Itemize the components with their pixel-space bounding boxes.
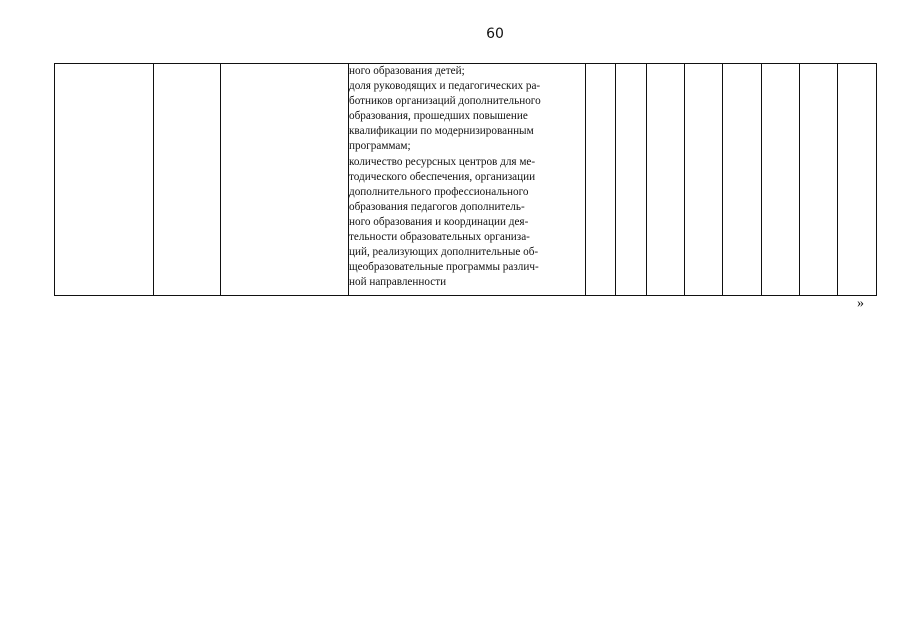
empty-cell (221, 64, 349, 296)
indicator-line: ной направленности (349, 276, 447, 289)
indicator-line: ботников организаций дополнительного (349, 95, 541, 108)
empty-cell (154, 64, 221, 296)
indicator-line: тодического обеспечения, организации (349, 170, 536, 183)
indicator-line: квалификации по модернизированным (349, 125, 534, 138)
indicator-line: тельности образовательных организа- (349, 231, 530, 244)
empty-cell (586, 64, 616, 296)
indicator-line: ций, реализующих дополнительные об- (349, 246, 539, 259)
empty-cell (647, 64, 685, 296)
table-row (55, 64, 877, 296)
empty-cell (723, 64, 762, 296)
indicator-line: образования, прошедших повышение (349, 110, 528, 123)
empty-cell (838, 64, 877, 296)
indicator-line: ного образования детей; (349, 65, 465, 77)
empty-cell (55, 64, 154, 296)
indicator-line: дополнительного профессионального (349, 185, 529, 198)
empty-cell (616, 64, 647, 296)
indicator-line: образования педагогов дополнитель- (349, 200, 525, 213)
indicator-line: количество ресурсных центров для ме- (349, 155, 536, 168)
indicator-line: ного образования и координации дея- (349, 215, 529, 228)
indicator-line: программам; (349, 140, 411, 153)
indicators-table (54, 63, 877, 296)
indicator-line: доля руководящих и педагогических ра- (349, 80, 541, 93)
closing-quote-mark: » (857, 296, 864, 311)
empty-cell (685, 64, 723, 296)
empty-cell (762, 64, 800, 296)
indicator-text-cell (349, 64, 586, 296)
page-number: 60 (486, 26, 504, 42)
indicator-line: щеобразовательные программы различ- (349, 261, 539, 274)
empty-cell (800, 64, 838, 296)
